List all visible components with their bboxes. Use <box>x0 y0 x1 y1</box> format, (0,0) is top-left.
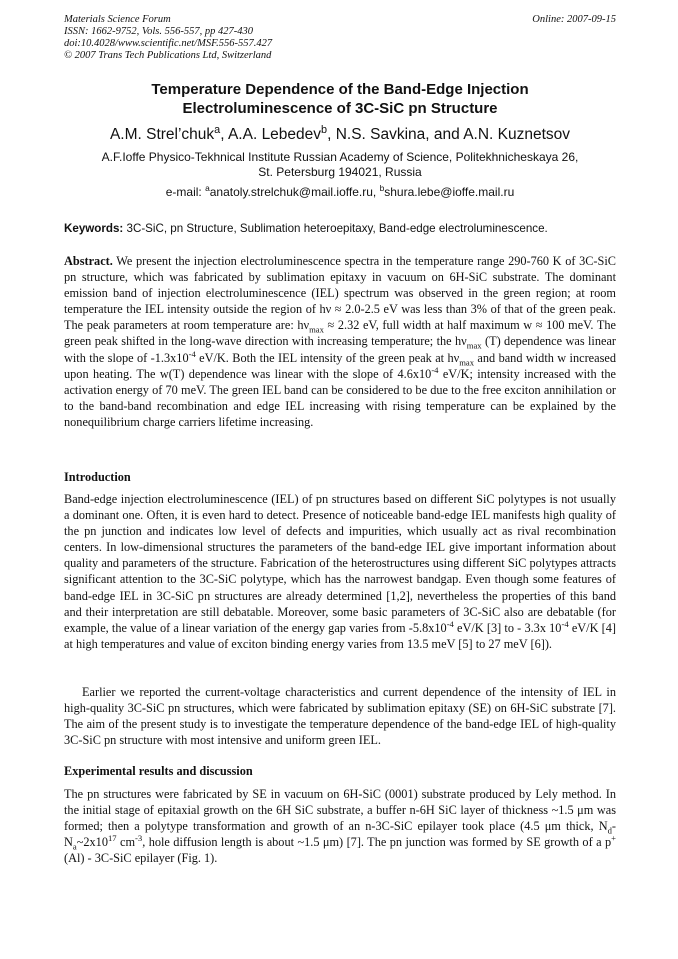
abstract-text: eV/K. Both the IEL intensity of the green peak at hν <box>195 350 460 365</box>
paragraph-text: eV/K [4] at high temperatures and value of exciton binding energy varies from 13.5 meV [5] to 27 meV [6]). <box>64 620 616 651</box>
superscript: -4 <box>431 364 439 375</box>
paragraph-text: ~2x10 <box>76 835 108 850</box>
subscript: max <box>459 357 475 368</box>
abstract-text: We present the injection electroluminescence spectra in the temperature range 290-760 K of 3C-SiC pn structure, which was fabricated by sublimation epitaxy in vacuum on 6H-SiC substrate. The dominant emission band of injection electroluminescence (IEL) spectrum was observed in the green region; at room temperature the IEL intensity outside the region of hν ≈ 2.0-2.5 eV was less than 3% of that of the green peak. The peak parameters at room temperature are: hν <box>64 254 616 333</box>
journal-doi: doi:10.4028/www.scientific.net/MSF.556-557.427 <box>64 38 273 49</box>
abstract-text: eV/K; intensity increased with the activation energy of 70 meV. The green IEL band can be considered to be due to the free exciton annihilation or to the band-band recombination and edge IEL increasing with rising temperature can be explained by the nonequilibrium charge carriers lifetime increasing. <box>64 366 616 429</box>
email-address-b[interactable]: shura.lebe@ioffe.mail.ru <box>384 185 515 199</box>
superscript: 17 <box>107 833 117 844</box>
email-mark-a: a <box>205 183 210 193</box>
author-1: A.M. Strel’chuk <box>109 126 215 143</box>
subscript: d <box>607 825 612 836</box>
keywords-text: 3C-SiC, pn Structure, Sublimation heteroepitaxy, Band-edge electroluminescence. <box>123 222 548 235</box>
title-line-1: Temperature Dependence of the Band-Edge Injection <box>151 81 529 98</box>
superscript: -4 <box>561 618 569 629</box>
paragraph-text: eV/K [3] to - 3.3x 10 <box>453 620 562 635</box>
introduction-paragraph-1 <box>64 491 616 652</box>
abstract-label: Abstract. <box>64 254 113 268</box>
email-line <box>64 185 616 200</box>
paragraph-text: -N <box>64 819 616 850</box>
introduction-paragraph-2: Earlier we reported the current-voltage characteristics and current dependence of the intensity of IEL in high-quality 3C-SiC pn structures, which were fabricated by sublimation epitaxy (SE) on 6H-SiC substrate [7]. The aim of the present study is to investigate the temperature dependence of the band-edge IEL of high-quality 3C-SiC pn structure with most intensive and uniform green IEL. <box>64 685 616 748</box>
journal-name: Materials Science Forum <box>64 14 171 25</box>
superscript: -4 <box>188 348 196 359</box>
author-2: A.A. Lebedev <box>227 126 322 143</box>
title-line-2: Electroluminescence of 3C-SiC pn Structure <box>182 100 498 117</box>
paragraph-text: , hole diffusion length is about ~1.5 μm) [7]. The pn junction was formed by SE growth of a p <box>142 835 612 850</box>
paragraph-text: The pn structures were fabricated by SE in vacuum on 6H-SiC (0001) substrate produced by Lely method. In the initial stage of epitaxial growth on the 6H SiC substrate, a buffer n-6H SiC layer of thickness ~1.5 μm was formed; then a polytype transformation and growth of an n-3C-SiC epilayer took place (4.5 μm thick, N <box>64 787 616 834</box>
author-1-affil-mark: a <box>214 123 221 136</box>
journal-header <box>64 14 616 62</box>
experimental-paragraph-1 <box>64 786 616 866</box>
author-separator: , <box>220 126 228 143</box>
abstract-text: (T) dependence was linear with the slope of -1.3x10 <box>64 334 616 365</box>
abstract <box>64 253 616 430</box>
email-prefix: e-mail: <box>165 185 206 199</box>
section-heading-experimental: Experimental results and discussion <box>64 764 253 778</box>
superscript: -3 <box>135 833 143 844</box>
abstract-text: and band width w increased upon heating. The w(T) dependence was linear with the slope of 4.6x10 <box>64 350 616 381</box>
superscript: -4 <box>446 618 454 629</box>
paper-title <box>64 80 616 118</box>
paragraph-text: Band-edge injection electroluminescence (IEL) of pn structures based on different SiC polytypes is not usually a dominant one. Often, it is even hard to detect. Presence of noticeable band-edge IEL manifests high quality of the pn junction and indicates low level of defects and impurities, which usually act as rival recombination centers. In low-dimensional structures the parameters of the band-edge IEL give important information about quality and parameters of the structure. Fabrication of the heterostructures using different SiC polytypes attracts significant attention to the 3C-SiC polytype, which has the narrowest bandgap. Even though some features of band-edge IEL in 3C-SiC pn structures are already determined [1,2], nevertheless the properties of this band and their interpretation are still debatable. Moreover, some basic parameters of 3C-SiC also are debatable (for example, the value of a linear variation of the energy gap varies from -5.8x10 <box>64 492 616 635</box>
affiliation-line-1: A.F.Ioffe Physico-Tekhnical Institute Russian Academy of Science, Politekhnicheskaya 26, <box>101 150 579 164</box>
subscript: max <box>466 340 482 351</box>
keywords <box>64 221 616 236</box>
subscript: a <box>72 841 77 852</box>
paragraph-text: cm <box>116 835 136 850</box>
author-2-affil-mark: b <box>321 123 328 136</box>
affiliation-line-2: St. Petersburg 194021, Russia <box>258 165 422 179</box>
superscript: + <box>611 833 616 844</box>
journal-issn: ISSN: 1662-9752, Vols. 556-557, pp 427-430 <box>64 26 253 37</box>
authors-rest: , N.S. Savkina, and A.N. Kuznetsov <box>327 126 571 143</box>
paragraph-text: (Al) - 3C-SiC epilayer (Fig. 1). <box>64 851 218 866</box>
abstract-text: ≈ 2.32 eV, full width at half maximum w ≈ 100 meV. The green peak shifted in the long-wave direction with increasing temperature; the hν <box>64 318 616 349</box>
subscript: max <box>309 324 324 335</box>
email-address-a[interactable]: anatoly.strelchuk@mail.ioffe.ru, <box>209 185 380 199</box>
section-heading-introduction: Introduction <box>64 470 131 484</box>
keywords-label: Keywords: <box>64 222 124 235</box>
author-list <box>64 125 616 145</box>
email-mark-b: b <box>379 183 385 193</box>
journal-copyright: © 2007 Trans Tech Publications Ltd, Switzerland <box>64 50 272 61</box>
online-date: Online: 2007-09-15 <box>532 14 616 25</box>
affiliation <box>64 150 616 180</box>
